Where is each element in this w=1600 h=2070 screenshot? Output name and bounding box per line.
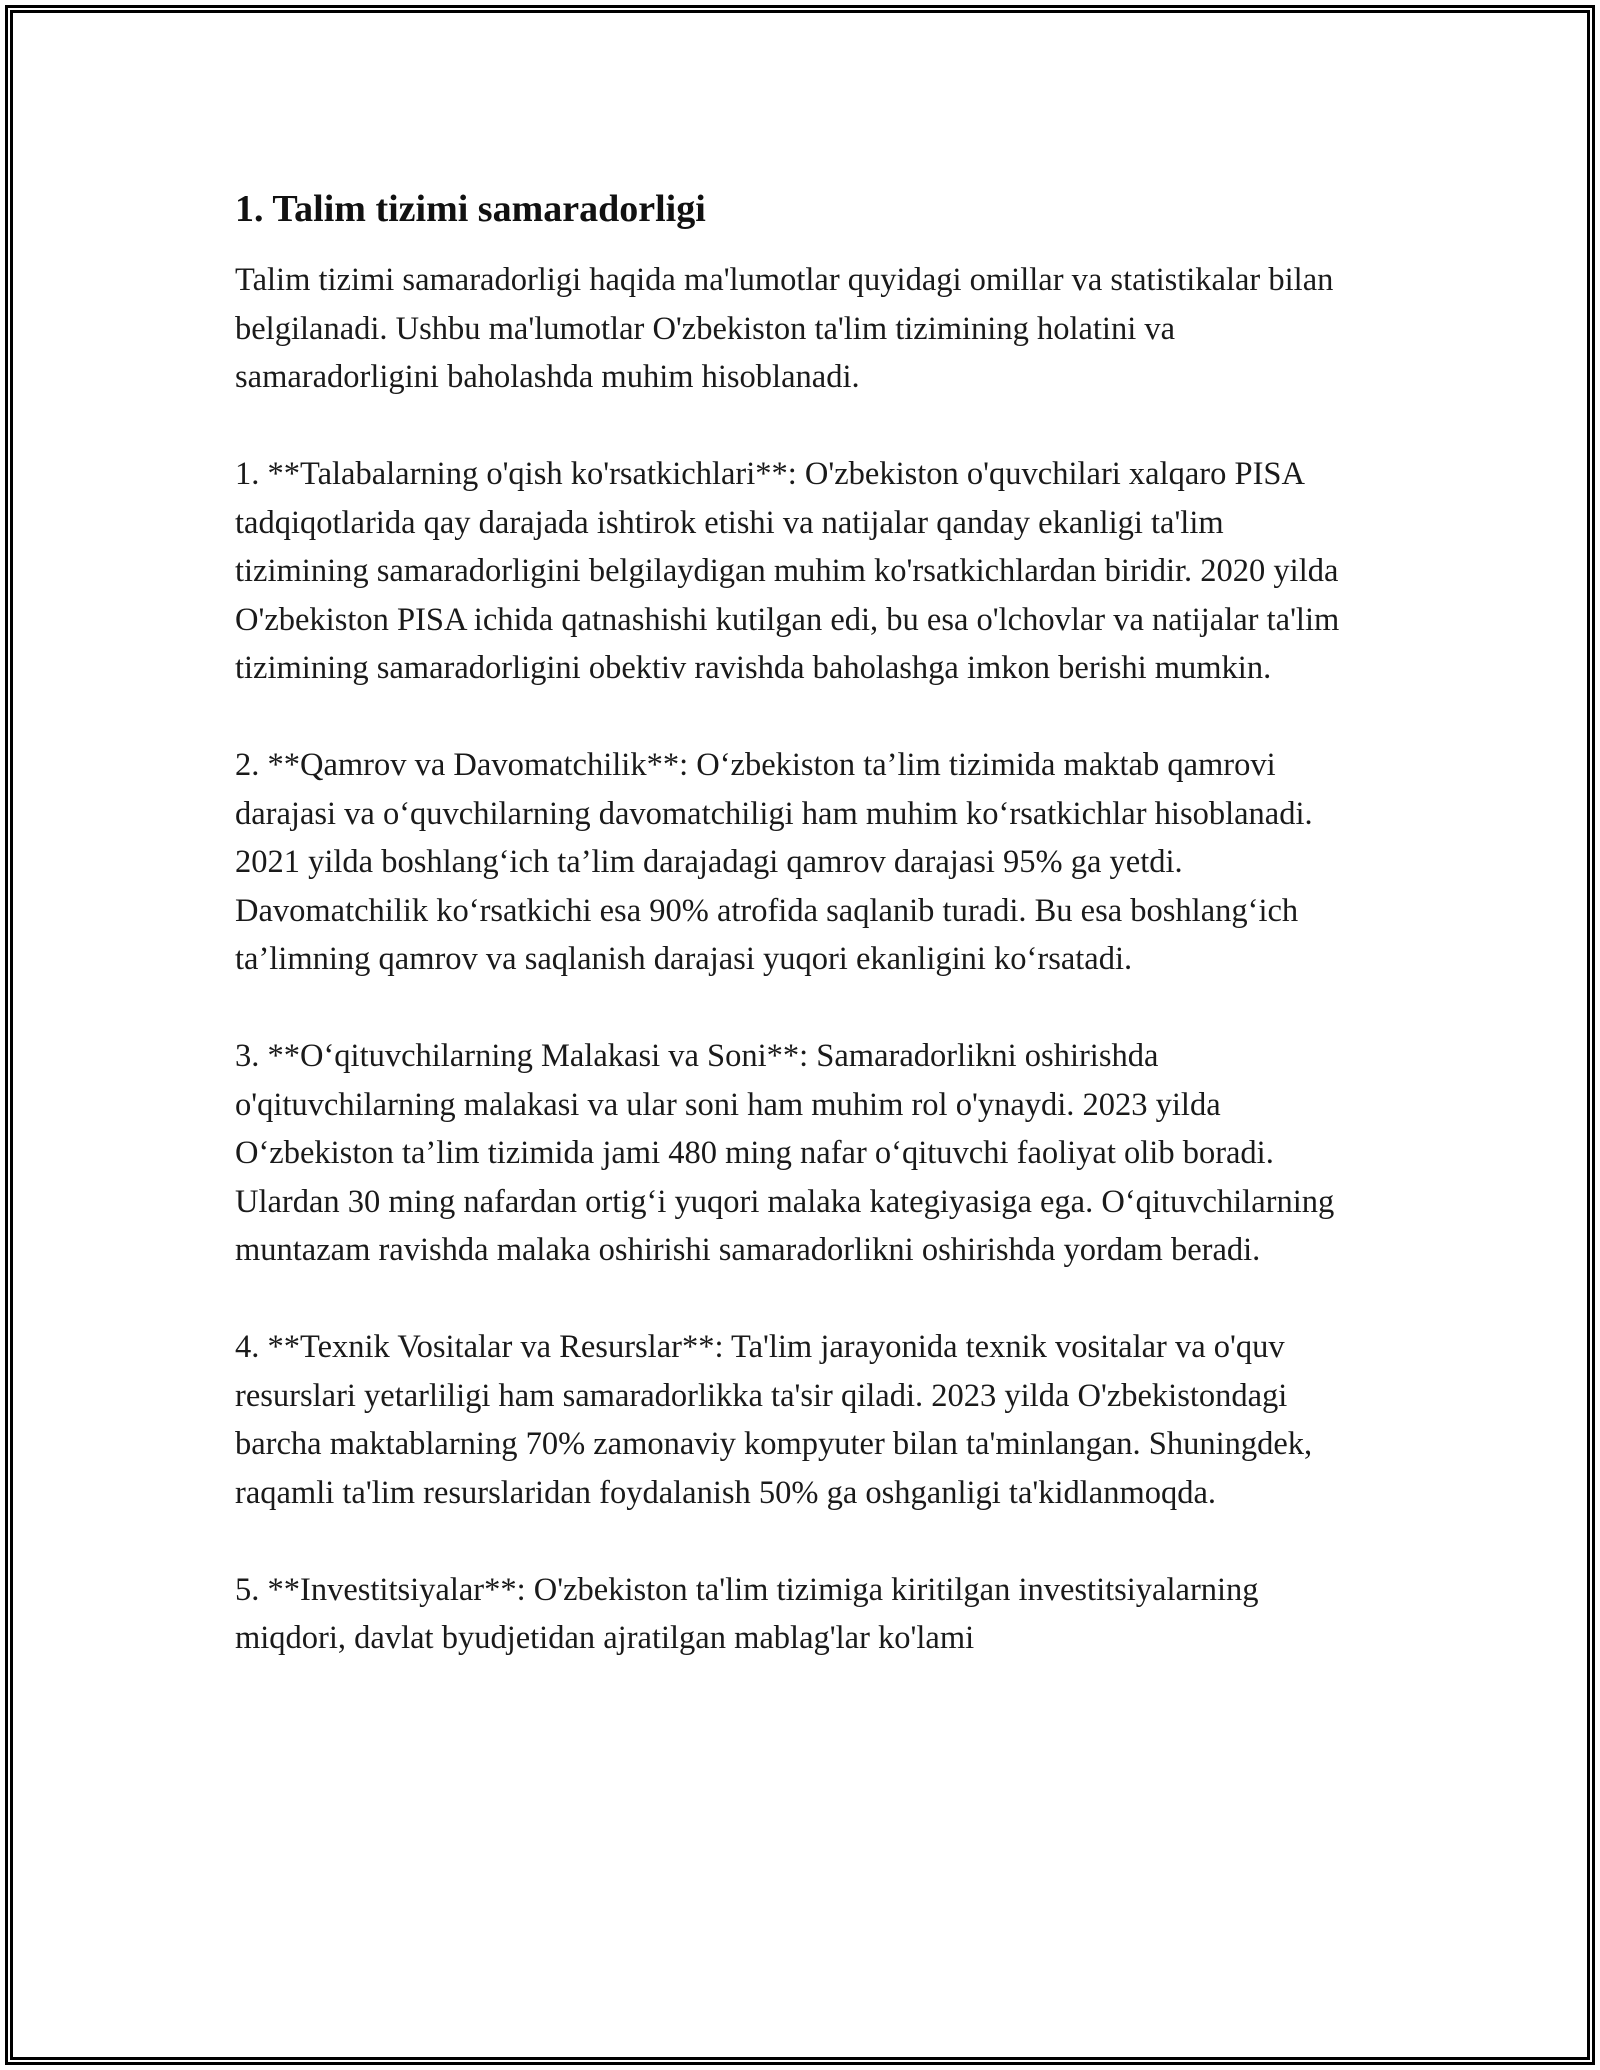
intro-paragraph: Talim tizimi samaradorligi haqida ma'lumotlar quyidagi omillar va statistikalar bilan belgilanadi. Ushbu ma'lumotlar O'zbekiston ta'lim tizimining holatini va samaradorligini baholashda muhim hisoblanadi. xyxy=(235,262,1334,395)
paragraph-coverage-attendance: 2. **Qamrov va Davomatchilik**: O‘zbekiston ta’lim tizimida maktab qamrovi darajasi va o‘quvchilarning davomatchiligi ham muhim ko‘rsatkichlar hisoblanadi. 2021 yilda boshlang‘ich ta’lim darajadagi qamrov darajasi 95% ga yetdi. Davomatchilik ko‘rsatkichi esa 90% atrofida saqlanib turadi. Bu esa boshlang‘ich ta’limning qamrov va saqlanish darajasi yuqori ekanligini ko‘rsatadi. xyxy=(235,747,1313,977)
paragraph-technical-resources: 4. **Texnik Vositalar va Resurslar**: Ta'lim jarayonida texnik vositalar va o'quv resurslari yetarliligi ham samaradorlikka ta'sir qiladi. 2023 yilda O'zbekistondagi barcha maktablarning 70% zamonaviy kompyuter bilan ta'minlangan. Shuningdek, raqamli ta'lim resurslaridan foydalanish 50% ga oshganligi ta'kidlanmoqda. xyxy=(235,1329,1313,1511)
document-body xyxy=(235,186,1365,1663)
paragraph-investments: 5. **Investitsiyalar**: O'zbekiston ta'lim tizimiga kiritilgan investitsiyalarning miqdori, davlat byudjetidan ajratilgan mablag'lar ko'lami xyxy=(235,1571,1259,1656)
paragraph-teacher-qualification: 3. **O‘qituvchilarning Malakasi va Soni**: Samaradorlikni oshirishda o'qituvchilarning malakasi va ular soni ham muhim rol o'ynaydi. 2023 yilda O‘zbekiston ta’lim tizimida jami 480 ming nafar o‘qituvchi faoliyat olib boradi. Ulardan 30 ming nafardan ortig‘i yuqori malaka kategiyasiga ega. O‘qituvchilarning muntazam ravishda malaka oshirishi samaradorlikni oshirishda yordam beradi. xyxy=(235,1038,1335,1268)
paragraph-reading-indicators: 1. **Talabalarning o'qish ko'rsatkichlari**: O'zbekiston o'quvchilari xalqaro PISA tadqiqotlarida qay darajada ishtirok etishi va natijalar qanday ekanligi ta'lim tizimining samaradorligini belgilaydigan muhim ko'rsatkichlardan biridir. 2020 yilda O'zbekiston PISA ichida qatnashishi kutilgan edi, bu esa o'lchovlar va natijalar ta'lim tizimining samaradorligini obektiv ravishda baholashga imkon berishi mumkin. xyxy=(235,456,1340,686)
section-heading: 1. Talim tizimi samaradorligi xyxy=(235,188,706,230)
